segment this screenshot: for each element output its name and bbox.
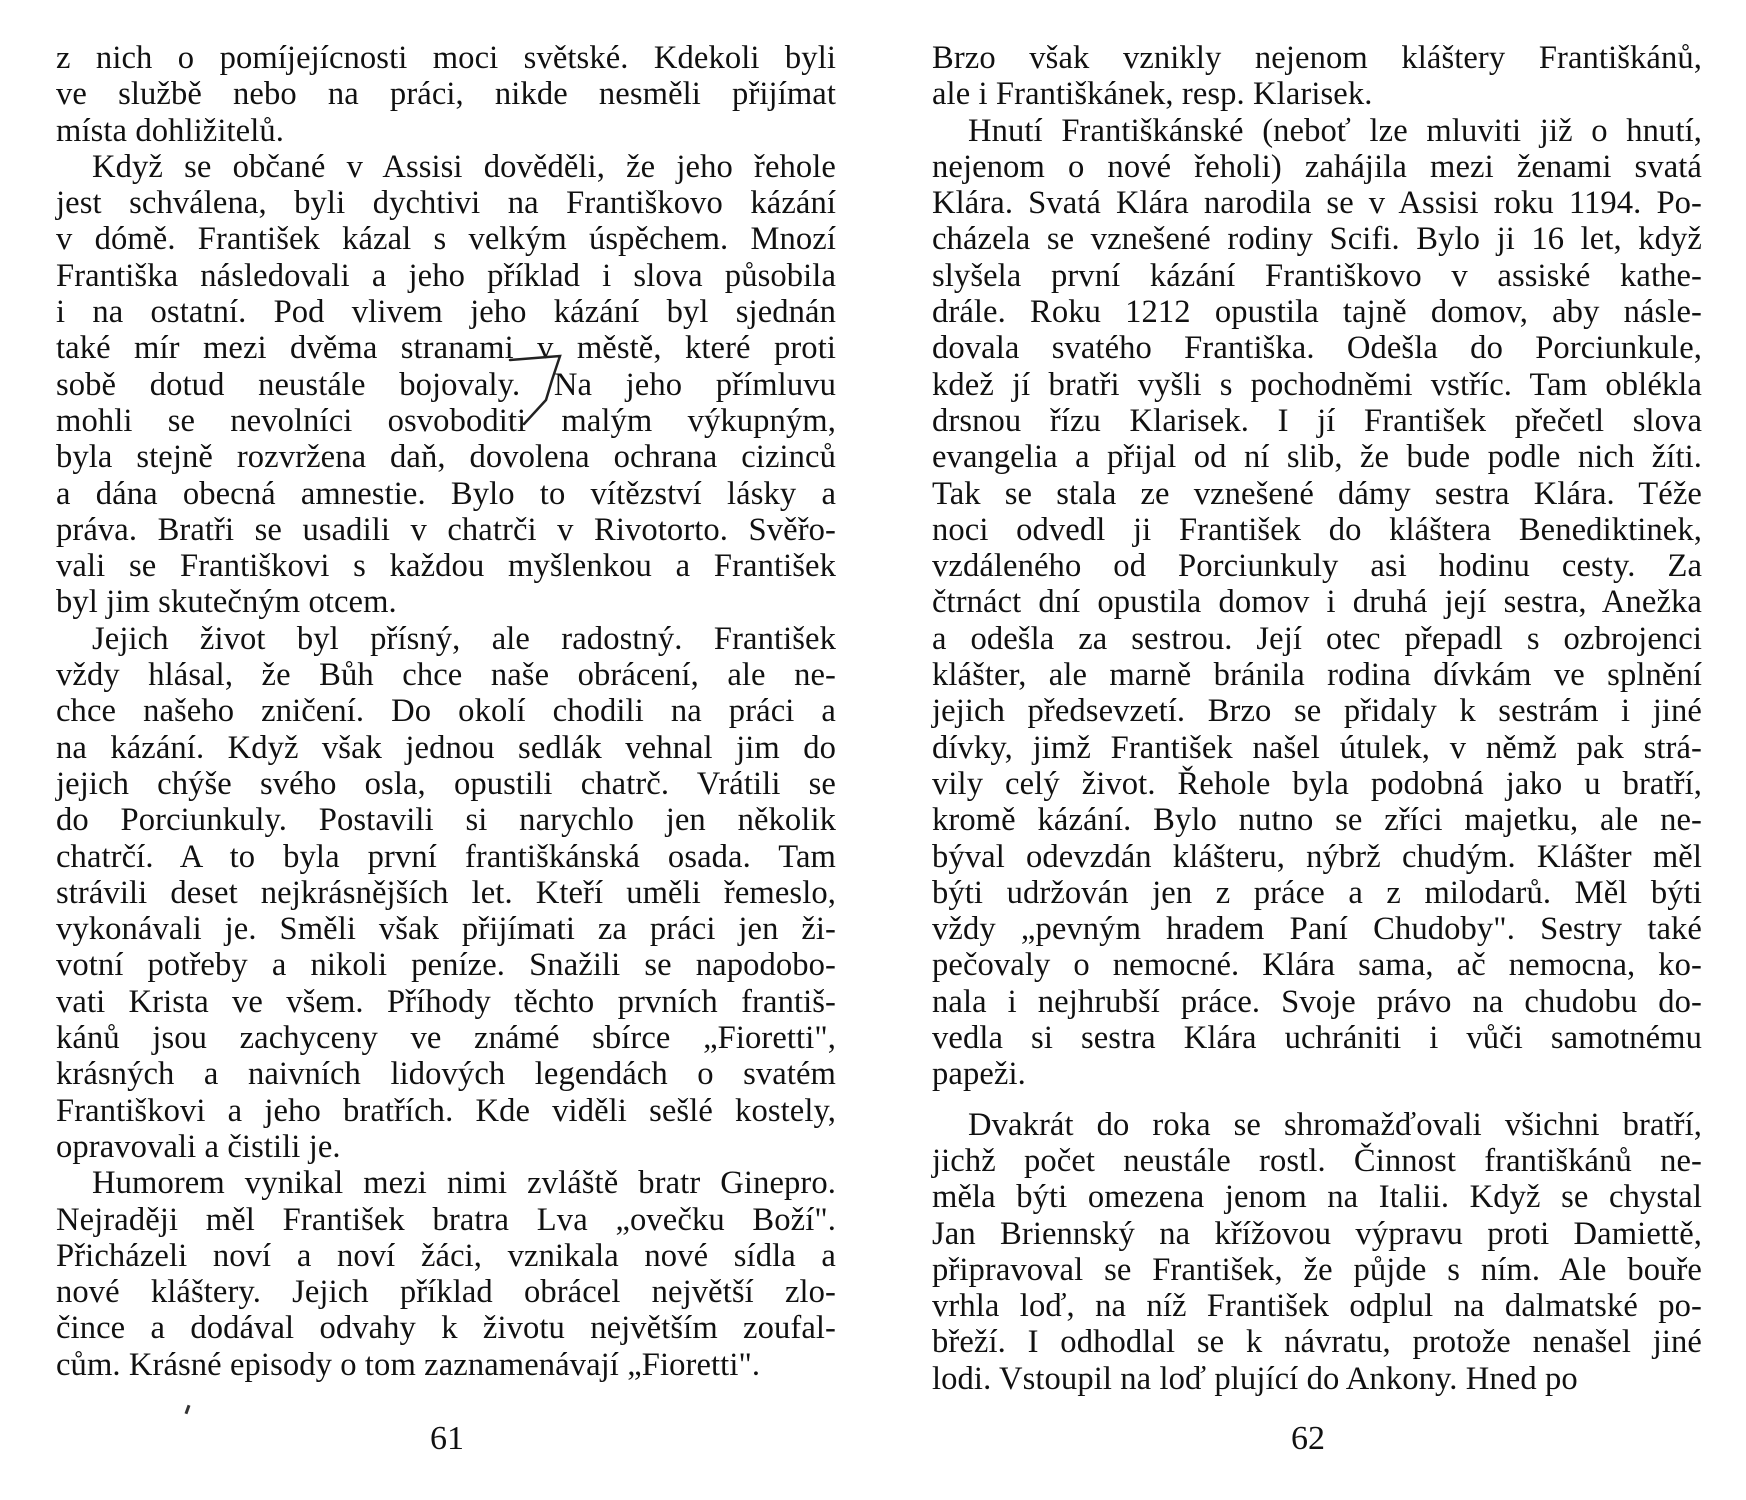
left-paragraph [56,149,836,621]
text-line: chce našeho zničení. Do okolí chodili na práci a [56,693,836,730]
text-line: votní potřeby a nikoli peníze. Snažili se napodobo- [56,947,836,984]
text-line: Františkovi a jeho bratřích. Kde viděli sešlé kostely, [56,1092,836,1129]
text-line: vrhla loď, na níž František odplul na dalmatské po- [932,1288,1702,1325]
text-line: mohli se nevolníci osvoboditi malým výkupným, [56,402,836,439]
text-line: vykonávali je. Směli však přijímati za práci jen ži- [56,911,836,948]
page-number-left: 61 [430,1420,464,1457]
text-line: kánů jsou zachyceny ve známé sbírce „Fioretti", [56,1020,836,1057]
text-line: Nejraději měl František bratra Lva „ovečku Boží". [56,1201,836,1238]
text-line: práva. Bratři se usadili v chatrči v Rivotorto. Svěřo- [56,511,836,548]
text-line: Jejich život byl přísný, ale radostný. František [92,620,836,657]
text-line: drále. Roku 1212 opustila tajně domov, aby násle- [932,294,1702,331]
text-line: vali se Františkovi s každou myšlenkou a František [56,548,836,585]
text-line: slyšela první kázání Františkovo v assiské kathe- [932,257,1702,294]
text-line: opravovali a čistili je. [56,1128,341,1165]
text-line: Klára. Svatá Klára narodila se v Assisi roku 1194. Po- [932,185,1702,222]
right-paragraph [932,1107,1702,1397]
text-line: ale i Františkánek, resp. Klarisek. [932,76,1373,113]
text-line: čince a dodával odvahy k životu největším zoufal- [56,1310,836,1347]
text-line: místa dohližitelů. [56,112,285,149]
text-line: ve službě nebo na práci, nikde nesměli přijímat [56,76,836,113]
text-line: vždy hlásal, že Bůh chce naše obrácení, ale ne- [56,657,836,694]
text-line: vedla si sestra Klára uchrániti i vůči samotnému [932,1020,1702,1057]
text-line: také mír mezi dvěma stranami v městě, které proti [56,330,836,367]
text-line: do Porciunkuly. Postavili si narychlo jen několik [56,802,836,839]
text-line: a odešla za sestrou. Její otec přepadl s ozbrojenci [932,620,1702,657]
text-line: chatrčí. A to byla první františkánská osada. Tam [56,838,836,875]
left-paragraph [56,1165,836,1383]
text-line: klášter, ale marně bránila rodina dívkám ve splnění [932,657,1702,694]
text-line: jichž počet neustále rostl. Činnost františkánů ne- [932,1142,1702,1179]
text-line: byl jim skutečným otcem. [56,584,397,621]
text-line: papeži. [932,1056,1026,1093]
text-line: Brzo však vznikly nejenom kláštery Františkánů, [932,40,1702,76]
text-line: z nich o pomíjejícnosti moci světské. Kdekoli byli [56,40,836,76]
text-line: dovala svatého Františka. Odešla do Porciunkule, [932,330,1702,367]
text-line: měla býti omezena jenom na Italii. Když se chystal [932,1179,1702,1216]
text-line: drsnou řízu Klarisek. I jí František přečetl slova [932,402,1702,439]
text-line: břeží. I odhodlal se k návratu, protože nenašel jiné [932,1324,1702,1361]
text-line: kdež jí bratři vyšli s pochodněmi vstříc. Tam oblékla [932,366,1702,403]
text-line: připravoval se František, že půjde s ním. Ale bouře [932,1251,1702,1288]
page-number-right: 62 [1291,1420,1325,1457]
text-line: Když se občané v Assisi dověděli, že jeho řehole [92,148,836,185]
left-paragraph [56,40,836,149]
text-line: evangelia a přijal od ní slib, že bude podle nich žíti. [932,439,1702,476]
right-page [932,40,1702,1397]
text-line: nejenom o nové řeholi) zahájila mezi ženami svatá [932,148,1702,185]
text-line: i na ostatní. Pod vlivem jeho kázání byl sjednán [56,294,836,331]
text-line: vzdáleného od Porciunkuly asi hodinu cesty. Za [932,548,1702,585]
text-line: čtrnáct dní opustila domov i druhá její sestra, Anežka [932,584,1702,621]
text-line: nové kláštery. Jejich příklad obrácel největší zlo- [56,1274,836,1311]
text-line: nala i nejhrubší práce. Svoje právo na chudobu do- [932,983,1702,1020]
text-line: sobě dotud neustále bojovaly. Na jeho přímluvu [56,366,836,403]
text-line: cházela se vznešené rodiny Scifi. Bylo ji 16 let, když [932,221,1702,258]
text-line: a dána obecná amnestie. Bylo to vítězství lásky a [56,475,836,512]
text-line: vati Krista ve všem. Příhody těchto prvních františ- [56,983,836,1020]
text-line: Tak se stala ze vznešené dámy sestra Klára. Téže [932,475,1702,512]
text-line: lodi. Vstoupil na loď plující do Ankony. Hned po [932,1360,1578,1397]
text-line: Dvakrát do roka se shromažďovali všichni bratří, [968,1106,1702,1143]
text-line: jejich předsevzetí. Brzo se přidaly k sestrám i jiné [932,693,1702,730]
text-line: pečovaly o nemocné. Klára sama, ač nemocna, ko- [932,947,1702,984]
left-page [56,40,836,1383]
right-paragraph [932,40,1702,113]
text-line: jest schválena, byli dychtivi na Františkovo kázání [56,185,836,222]
text-line: na kázání. Když však jednou sedlák vehnal jim do [56,729,836,766]
text-line: býti udržován jen z práce a z milodarů. Měl býti [932,874,1702,911]
text-line: Jan Briennský na křížovou výpravu proti Damiettě, [932,1215,1702,1252]
text-line: byla stejně rozvržena daň, dovolena ochrana cizinců [56,439,836,476]
text-line: v dómě. František kázal s velkým úspěchem. Mnozí [56,221,836,258]
text-line: Františka následovali a jeho příklad i slova působila [56,257,836,294]
text-line: strávili deset nejkrásnějších let. Kteří uměli řemeslo, [56,874,836,911]
text-line: Hnutí Františkánské (neboť lze mluviti již o hnutí, [968,112,1702,149]
text-line: krásných a naivních lidových legendách o svatém [56,1056,836,1093]
text-line: jejich chýše svého osla, opustili chatrč. Vrátili se [56,765,836,802]
right-paragraph [932,113,1702,1093]
text-line: dívky, jimž František našel útulek, v němž pak strá- [932,729,1702,766]
text-line: Přicházeli noví a noví žáci, vznikala nové sídla a [56,1237,836,1274]
text-line: kromě kázání. Bylo nutno se zříci majetku, ale ne- [932,802,1702,839]
pen-tick-mark [185,1405,191,1414]
text-line: býval odevzdán klášteru, nýbrž chudým. Klášter měl [932,838,1702,875]
text-line: Humorem vynikal mezi nimi zvláště bratr Ginepro. [92,1165,836,1202]
text-line: vily celý život. Řehole byla podobná jako u bratří, [932,765,1702,802]
text-line: noci odvedl ji František do kláštera Benediktinek, [932,511,1702,548]
text-line: vždy „pevným hradem Paní Chudoby". Sestry také [932,911,1702,948]
left-paragraph [56,621,836,1165]
text-line: cům. Krásné episody o tom zaznamenávají „Fioretti". [56,1346,761,1383]
